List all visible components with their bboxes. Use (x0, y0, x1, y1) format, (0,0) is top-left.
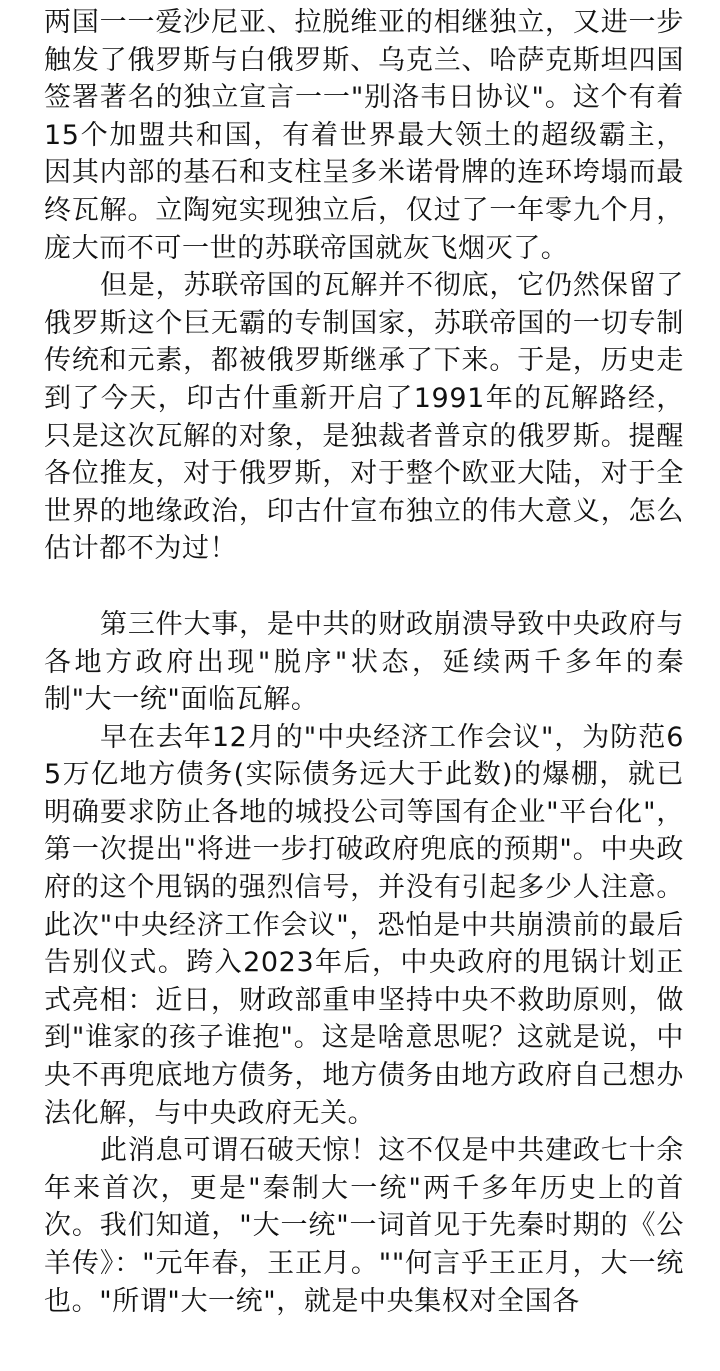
paragraph-4: 早在去年12月的"中央经济工作会议"，为防范65万亿地方债务(实际债务远大于此数)的爆棚，就已明确要求防止各地的城投公司等国有企业"平台化"，第一次提出"将进一步打破政府兜底的预期"。中央政府的这个甩锅的强烈信号，并没有引起多少人注意。此次"中央经济工作会议"，恐怕是中共崩溃前的最后告别仪式。跨入2023年后，中央政府的甩锅计划正式亮相：近日，财政部重申坚持中央不救助原则，做到"谁家的孩子谁抱"。这是啥意思呢？这就是说，中央不再兜底地方债务，地方债务由地方政府自己想办法化解，与中央政府无关。 (44, 721, 684, 1129)
article-body (44, 4, 684, 1320)
paragraph-spacer (44, 568, 684, 606)
paragraph-5: 此消息可谓石破天惊！这不仅是中共建政七十余年来首次，更是"秦制大一统"两千多年历史上的首次。我们知道，"大一统"一词首见于先秦时期的《公羊传》："元年春，王正月。""何言乎王正月，大一统也。"所谓"大一统"，就是中央集权对全国各 (44, 1135, 684, 1317)
paragraph-1: 两国一一爱沙尼亚、拉脱维亚的相继独立，又进一步触发了俄罗斯与白俄罗斯、乌克兰、哈萨克斯坦四国签署著名的独立宣言一一"别洛韦日协议"。这个有着15个加盟共和国，有着世界最大领土的超级霸主，因其内部的基石和支柱呈多米诺骨牌的连环垮塌而最终瓦解。立陶宛实现独立后，仅过了一年零九个月，庞大而不可一世的苏联帝国就灰飞烟灭了。 (44, 7, 684, 264)
paragraph-3: 第三件大事，是中共的财政崩溃导致中央政府与各地方政府出现"脱序"状态，延续两千多年的秦制"大一统"面临瓦解。 (44, 608, 684, 716)
paragraph-2: 但是，苏联帝国的瓦解并不彻底，它仍然保留了俄罗斯这个巨无霸的专制国家，苏联帝国的一切专制传统和元素，都被俄罗斯继承了下来。于是，历史走到了今天，印古什重新开启了1991年的瓦解路经，只是这次瓦解的对象，是独裁者普京的俄罗斯。提醒各位推友，对于俄罗斯，对于整个欧亚大陆，对于全世界的地缘政治，印古什宣布独立的伟大意义，怎么估计都不为过！ (44, 270, 684, 565)
